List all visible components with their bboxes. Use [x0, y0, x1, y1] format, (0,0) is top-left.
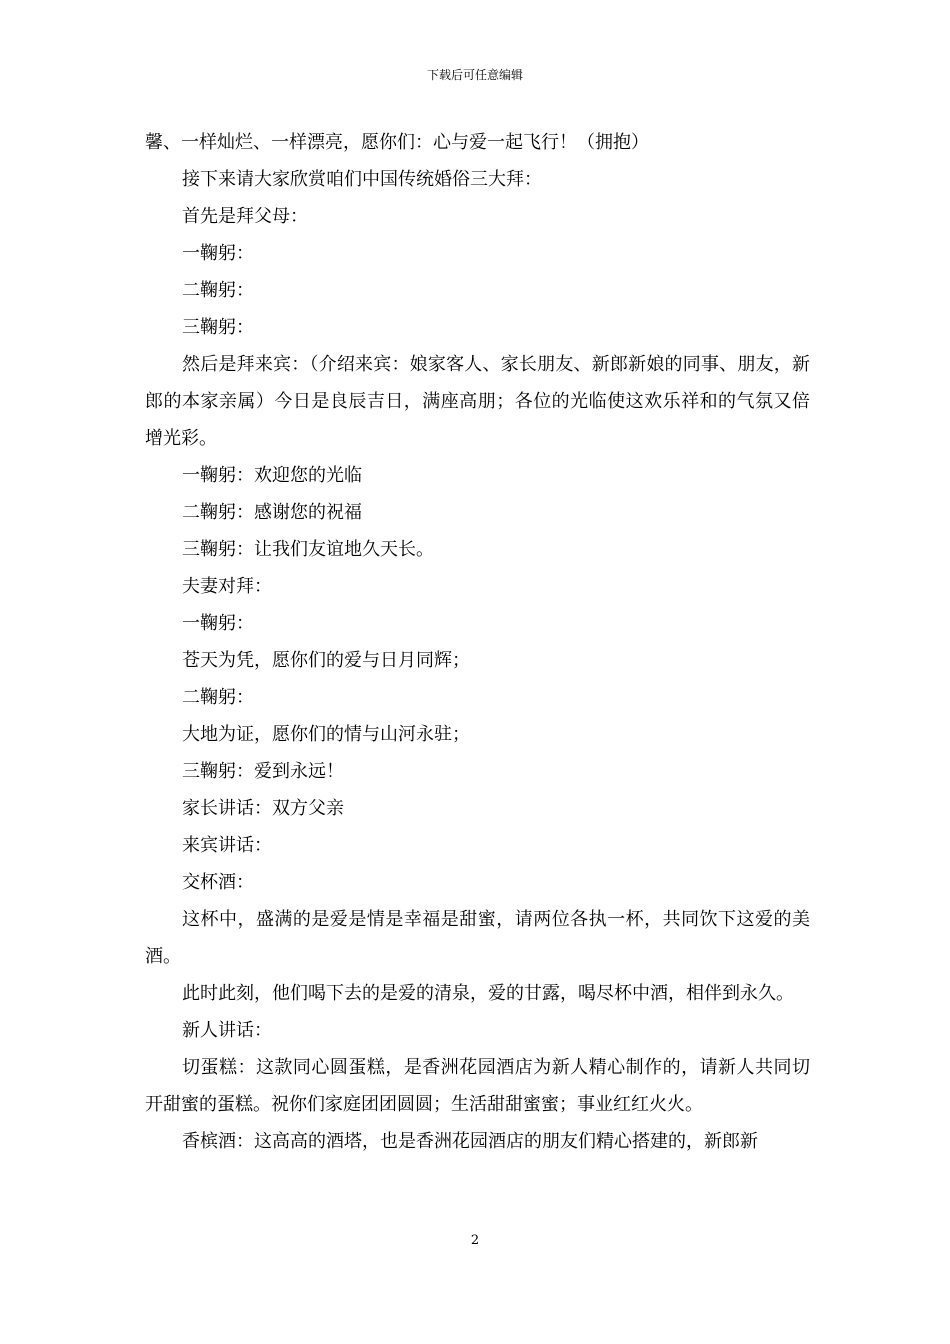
paragraph: 首先是拜父母： [182, 206, 308, 227]
page-header: 下载后可任意编辑 [426, 68, 523, 82]
paragraph: 交杯酒： [182, 872, 254, 893]
paragraph: 一鞠躬：欢迎您的光临 [182, 465, 362, 486]
paragraph: 这杯中，盛满的是爱是情是幸福是甜蜜，请两位各执一杯，共同饮下这爱的美酒。 [145, 909, 810, 967]
page-number: 2 [470, 1233, 480, 1248]
paragraph: 苍天为凭，愿你们的爱与日月同辉； [182, 650, 470, 671]
paragraph: 三鞠躬：爱到永远！ [182, 761, 344, 782]
paragraph: 新人讲话： [182, 1020, 272, 1041]
paragraph: 三鞠躬： [182, 317, 254, 338]
paragraph: 二鞠躬： [182, 280, 254, 301]
paragraph: 接下来请大家欣赏咱们中国传统婚俗三大拜： [182, 169, 542, 190]
paragraph: 此时此刻，他们喝下去的是爱的清泉，爱的甘露，喝尽杯中酒，相伴到永久。 [182, 983, 794, 1004]
paragraph: 馨、一样灿烂、一样漂亮，愿你们：心与爱一起飞行！（拥抱） [145, 132, 649, 153]
paragraph: 切蛋糕：这款同心圆蛋糕，是香洲花园酒店为新人精心制作的，请新人共同切开甜蜜的蛋糕。祝你们家庭团团圆圆；生活甜甜蜜蜜；事业红红火火。 [145, 1057, 810, 1115]
document-body [145, 124, 810, 1160]
paragraph: 三鞠躬：让我们友谊地久天长。 [182, 539, 434, 560]
paragraph: 大地为证，愿你们的情与山河永驻； [182, 724, 470, 745]
paragraph: 来宾讲话： [182, 835, 272, 856]
paragraph: 家长讲话：双方父亲 [182, 798, 344, 819]
paragraph: 一鞠躬： [182, 613, 254, 634]
paragraph: 二鞠躬： [182, 687, 254, 708]
paragraph: 二鞠躬：感谢您的祝福 [182, 502, 362, 523]
paragraph: 香槟酒：这高高的酒塔，也是香洲花园酒店的朋友们精心搭建的，新郎新 [182, 1131, 758, 1152]
paragraph: 然后是拜来宾：（介绍来宾：娘家客人、家长朋友、新郎新娘的同事、朋友，新郎的本家亲属）今日是良辰吉日，满座高朋；各位的光临使这欢乐祥和的气氛又倍增光彩。 [145, 354, 810, 449]
paragraph: 一鞠躬： [182, 243, 254, 264]
paragraph: 夫妻对拜： [182, 576, 272, 597]
